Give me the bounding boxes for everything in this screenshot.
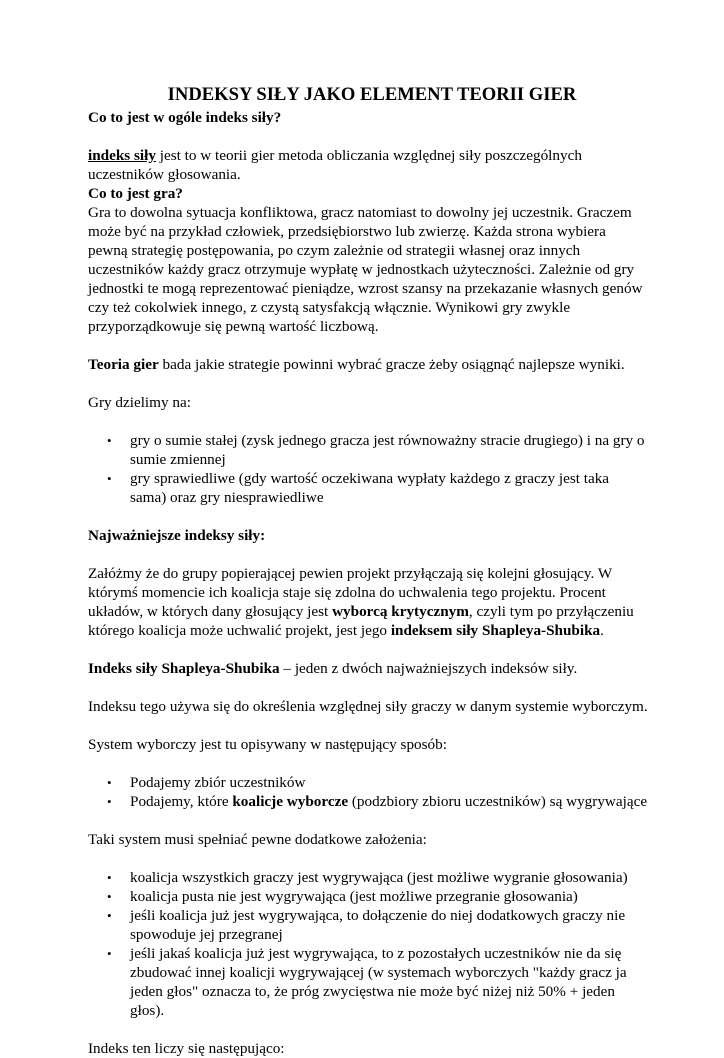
spacer	[88, 374, 648, 393]
bullet-icon: •	[107, 471, 112, 486]
list-item	[88, 773, 648, 792]
list-item	[88, 469, 648, 507]
list-item-text: koalicja pusta nie jest wygrywająca (jest możliwe przegranie głosowania)	[130, 888, 578, 905]
system-intro: System wyborczy jest tu opisywany w następujący sposób:	[88, 736, 447, 753]
spacer	[88, 716, 648, 735]
usage-paragraph: Indeksu tego używa się do określenia względnej siły graczy w danym systemie wyborczym.	[88, 698, 648, 715]
theory-term: Teoria gier	[88, 356, 159, 373]
assume-paragraph	[88, 564, 648, 640]
document-page	[88, 84, 648, 1058]
bullet-icon: •	[107, 946, 112, 961]
shapley-shubik-paragraph	[88, 659, 648, 678]
spacer	[88, 545, 648, 564]
assumptions-intro: Taki system musi spełniać pewne dodatkowe założenia:	[88, 831, 427, 848]
divide-intro: Gry dzielimy na:	[88, 394, 191, 411]
bullet-icon: •	[107, 433, 112, 448]
theory-paragraph	[88, 355, 648, 374]
spacer	[88, 640, 648, 659]
shapley-shubik-term: indeksem siły Shapleya-Shubika	[390, 622, 601, 639]
question-what-is-power-index: Co to jest w ogóle indeks siły?	[88, 109, 282, 126]
assume-text-1: Załóżmy że do grupy popierającej pewien projekt przyłączają się kolejni głosujący. W którymś momencie ich koalicja staje się zdolna do uchwalenia tego projektu. Procent układów, w których dany głosujący jest	[88, 565, 612, 620]
system-list	[88, 773, 648, 811]
list-item	[88, 431, 648, 469]
theory-text: bada jakie strategie powinni wybrać gracze żeby osiągnąć najlepsze wyniki.	[158, 356, 625, 373]
bullet-icon: •	[107, 794, 112, 809]
list-item	[88, 906, 648, 944]
assumptions-list	[88, 868, 648, 1020]
spacer	[88, 678, 648, 697]
bullet-icon: •	[107, 908, 112, 923]
list-item	[88, 944, 648, 1020]
spacer	[88, 336, 648, 355]
assume-text-3: .	[600, 622, 604, 639]
list-item-text: koalicja wszystkich graczy jest wygrywająca (jest możliwe wygranie głosowania)	[130, 869, 628, 886]
spacer	[88, 849, 648, 868]
spacer	[88, 1020, 648, 1039]
list-item-text: Podajemy, które	[130, 793, 233, 810]
shapley-shubik-heading: Indeks siły Shapleya-Shubika	[88, 660, 280, 677]
list-item-text: Podajemy zbiór uczestników	[130, 774, 306, 791]
spacer	[88, 507, 648, 526]
spacer	[88, 412, 648, 431]
bullet-icon: •	[107, 870, 112, 885]
list-item-text: gry o sumie stałej (zysk jednego gracza jest równoważny stracie drugiego) i na gry o sumie zmiennej	[130, 432, 645, 468]
list-item	[88, 887, 648, 906]
list-item-text: jeśli jakaś koalicja już jest wygrywająca, to z pozostałych uczestników nie da się zbudować innej koalicji wygrywającej (w systemach wyborczych "każdy gracz ja jeden głos" oznacza to, że próg zwycięstwa nie może być niżej niż 50% + jeden głos).	[130, 945, 627, 1019]
list-item	[88, 792, 648, 811]
game-paragraph: Gra to dowolna sytuacja konfliktowa, gracz natomiast to dowolny jej uczestnik. Graczem może być na przykład człowiek, przedsiębiorstwo lub zwierzę. Każda strona wybiera pewną strategię postępowania, po czym zależnie od strategii własnej oraz innych uczestników każdy gracz otrzymuje wypłatę w jednostkach użyteczności. Zależnie od gry jednostki te mogą reprezentować pieniądze, wzrost szansy na przekazanie własnych genów czy też cokolwiek innego, z czystą satysfakcją włącznie. Wynikowi gry zwykle przyporządkowuje się pewną wartość liczbową.	[88, 204, 643, 335]
list-item-text: gry sprawiedliwe (gdy wartość oczekiwana wypłaty każdego z graczy jest taka sama) oraz gry niesprawiedliwe	[130, 470, 610, 506]
definition-text: jest to w teorii gier metoda obliczania względnej siły poszczególnych uczestników głosowania.	[88, 147, 582, 183]
assume-text-2: , czyli tym po przyłączeniu którego koalicja może uchwalić projekt, jest jego	[88, 603, 634, 639]
spacer	[88, 754, 648, 773]
final-line: Indeks ten liczy się następująco:	[88, 1040, 285, 1057]
definition-paragraph	[88, 146, 648, 184]
critical-voter-term: wyborcą krytycznym	[332, 603, 469, 620]
question-what-is-game: Co to jest gra?	[88, 185, 183, 202]
game-types-list	[88, 431, 648, 507]
list-item	[88, 868, 648, 887]
shapley-shubik-text: – jeden z dwóch najważniejszych indeksów siły.	[279, 660, 578, 677]
spacer	[88, 127, 648, 146]
heading-important-indices: Najważniejsze indeksy siły:	[88, 527, 266, 544]
bullet-icon: •	[107, 775, 112, 790]
winning-coalitions-term: koalicje wyborcze	[232, 793, 349, 810]
list-item-text: jeśli koalicja już jest wygrywająca, to dołączenie do niej dodatkowych graczy nie spowoduje jej przegranej	[130, 907, 626, 943]
spacer	[88, 811, 648, 830]
list-item-text: (podzbiory zbioru uczestników) są wygrywające	[348, 793, 648, 810]
document-title: INDEKSY SIŁY JAKO ELEMENT TEORII GIER	[167, 84, 577, 105]
definition-term: indeks siły	[88, 147, 156, 164]
bullet-icon: •	[107, 889, 112, 904]
